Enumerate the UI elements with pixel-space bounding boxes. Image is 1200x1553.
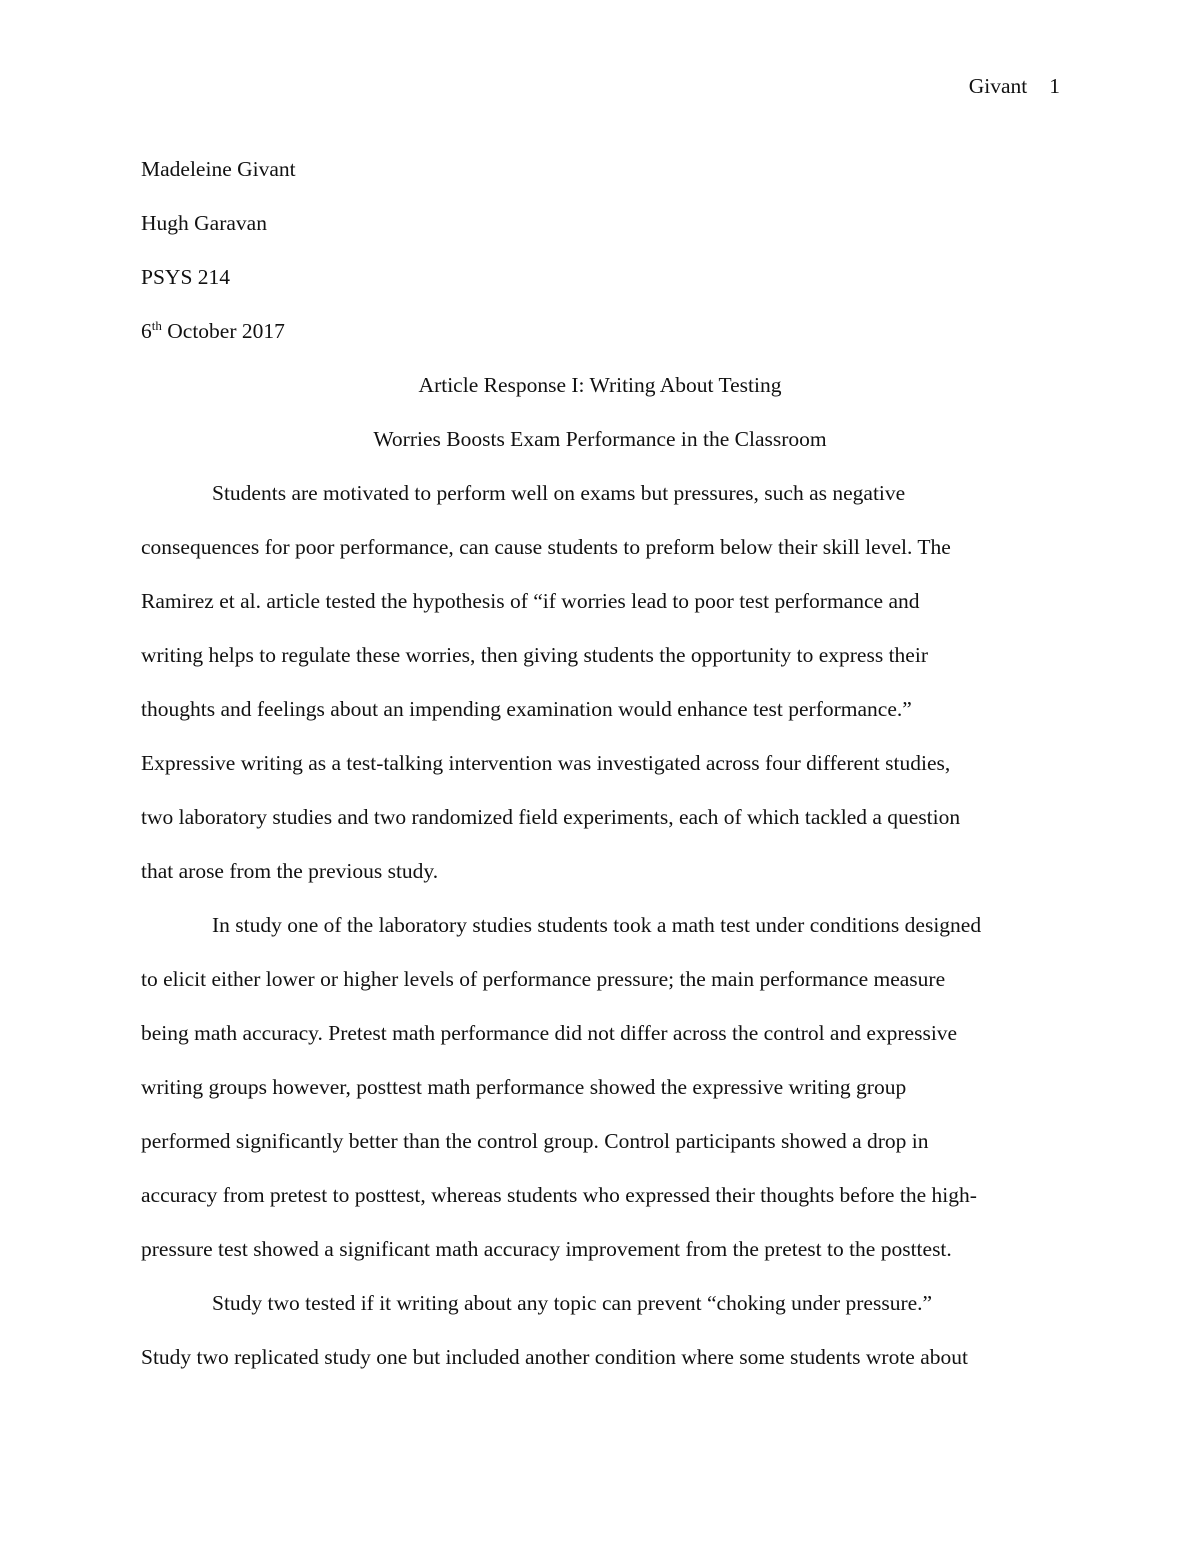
date-day: 6 bbox=[141, 319, 152, 343]
paragraph-line: to elicit either lower or higher levels of performance pressure; the main performance measure bbox=[141, 967, 946, 991]
paragraph-line: Students are motivated to perform well on exams but pressures, such as negative bbox=[212, 481, 906, 505]
title-line-2: Worries Boosts Exam Performance in the Classroom bbox=[373, 427, 827, 451]
paragraph-line: Ramirez et al. article tested the hypothesis of “if worries lead to poor test performance and bbox=[141, 589, 920, 613]
instructor-name: Hugh Garavan bbox=[141, 211, 267, 235]
assignment-date bbox=[141, 304, 1059, 358]
paragraph-line: writing groups however, posttest math performance showed the expressive writing group bbox=[141, 1075, 907, 1099]
paragraph-3 bbox=[141, 1276, 1059, 1384]
header-surname: Givant bbox=[968, 74, 1028, 98]
paragraph-line: Study two tested if it writing about any topic can prevent “choking under pressure.” bbox=[212, 1291, 933, 1315]
paragraph-line: writing helps to regulate these worries, then giving students the opportunity to express their bbox=[141, 643, 928, 667]
student-name: Madeleine Givant bbox=[141, 157, 296, 181]
title-line-1: Article Response I: Writing About Testing bbox=[418, 373, 782, 397]
paragraph-line: accuracy from pretest to posttest, whereas students who expressed their thoughts before the high- bbox=[141, 1183, 977, 1207]
paragraph-line: being math accuracy. Pretest math performance did not differ across the control and expressive bbox=[141, 1021, 958, 1045]
paragraph-line: performed significantly better than the control group. Control participants showed a drop in bbox=[141, 1129, 929, 1153]
paragraph-line: consequences for poor performance, can cause students to preform below their skill level. The bbox=[141, 535, 951, 559]
paragraph-line: In study one of the laboratory studies students took a math test under conditions designed bbox=[212, 913, 982, 937]
paragraph-1 bbox=[141, 466, 1059, 898]
paragraph-line: two laboratory studies and two randomized field experiments, each of which tackled a question bbox=[141, 805, 961, 829]
paragraph-line: thoughts and feelings about an impending examination would enhance test performance.” bbox=[141, 697, 912, 721]
date-ordinal-suffix: th bbox=[151, 318, 162, 333]
running-header bbox=[969, 72, 1060, 100]
page-number: 1 bbox=[1049, 74, 1060, 98]
paragraph-line: Study two replicated study one but included another condition where some students wrote about bbox=[141, 1345, 968, 1369]
paragraph-line: Expressive writing as a test-talking intervention was investigated across four different studies, bbox=[141, 751, 951, 775]
paragraph-line: that arose from the previous study. bbox=[141, 859, 439, 883]
course-code: PSYS 214 bbox=[141, 265, 231, 289]
document-body bbox=[141, 142, 1059, 1384]
paragraph-2 bbox=[141, 898, 1059, 1276]
date-month-year: October 2017 bbox=[161, 319, 285, 343]
paragraph-line: pressure test showed a significant math accuracy improvement from the pretest to the posttest. bbox=[141, 1237, 952, 1261]
